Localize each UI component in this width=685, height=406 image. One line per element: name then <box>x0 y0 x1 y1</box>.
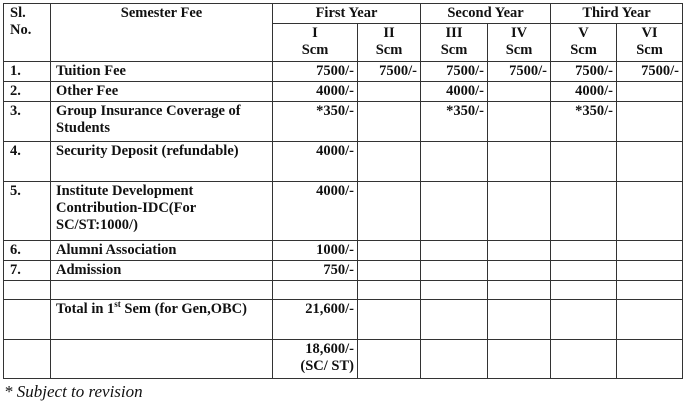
sem-roman: VI <box>641 25 658 41</box>
fee-cell <box>358 182 421 241</box>
fee-cell <box>617 182 683 241</box>
empty-cell <box>4 340 51 379</box>
fee-cell <box>421 241 488 261</box>
table-row <box>4 241 683 261</box>
fee-cell: *350/- <box>421 102 488 142</box>
total-scst-amount: 18,600/- <box>305 341 354 357</box>
total-label <box>51 300 273 340</box>
fee-cell <box>617 102 683 142</box>
sem-unit: Scm <box>570 42 597 58</box>
table-row <box>4 82 683 102</box>
fee-table <box>3 3 683 379</box>
fee-cell: 4000/- <box>273 82 358 102</box>
fee-cell <box>358 142 421 182</box>
row-description: Other Fee <box>51 82 273 102</box>
fee-cell: 7500/- <box>421 62 488 82</box>
sem-roman: III <box>445 25 463 41</box>
fee-cell <box>551 241 617 261</box>
sem-roman: IV <box>510 25 528 41</box>
sl-label: Sl. <box>10 5 26 21</box>
table-row <box>4 102 683 142</box>
row-description: Tuition Fee <box>51 62 273 82</box>
row-description: Institute Development Contribution-IDC(For SC/ST:1000/) <box>51 182 273 241</box>
sem-roman: I <box>312 25 318 41</box>
row-number: 3. <box>4 102 51 142</box>
sl-no-header <box>4 4 51 62</box>
row-number: 4. <box>4 142 51 182</box>
row-description: Admission <box>51 261 273 281</box>
fee-cell <box>617 241 683 261</box>
fee-cell: 7500/- <box>273 62 358 82</box>
fee-cell <box>421 182 488 241</box>
fee-cell: 1000/- <box>273 241 358 261</box>
fee-cell <box>617 261 683 281</box>
empty-cell <box>551 300 617 340</box>
row-number: 5. <box>4 182 51 241</box>
empty-cell <box>358 300 421 340</box>
fee-cell <box>421 142 488 182</box>
table-row <box>4 142 683 182</box>
sem-unit: Scm <box>375 42 403 58</box>
empty-row <box>4 281 683 300</box>
fee-cell <box>617 82 683 102</box>
fee-cell: 750/- <box>273 261 358 281</box>
fee-cell: 4000/- <box>273 142 358 182</box>
fee-cell <box>358 261 421 281</box>
fee-cell <box>358 102 421 142</box>
fee-cell: 7500/- <box>488 62 551 82</box>
empty-cell <box>617 300 683 340</box>
fee-cell <box>488 182 551 241</box>
fee-cell <box>551 261 617 281</box>
row-description: Alumni Association <box>51 241 273 261</box>
revision-note: * Subject to revision <box>4 382 143 401</box>
empty-cell <box>51 281 273 300</box>
table-row <box>4 182 683 241</box>
total-row <box>4 300 683 340</box>
fee-cell: 7500/- <box>551 62 617 82</box>
table-row <box>4 62 683 82</box>
first-year-header: First Year <box>273 4 421 24</box>
sem-roman: V <box>578 25 589 41</box>
total-scst-row <box>4 340 683 379</box>
empty-cell <box>617 340 683 379</box>
fee-cell <box>488 82 551 102</box>
empty-cell <box>551 340 617 379</box>
row-number: 2. <box>4 82 51 102</box>
row-description: Group Insurance Coverage of Students <box>51 102 273 142</box>
table-row <box>4 261 683 281</box>
fee-cell: 4000/- <box>421 82 488 102</box>
semester-fee-header: Semester Fee <box>51 4 273 62</box>
second-year-header: Second Year <box>421 4 551 24</box>
empty-cell <box>551 281 617 300</box>
fee-cell <box>488 241 551 261</box>
fee-cell <box>358 241 421 261</box>
empty-cell <box>488 300 551 340</box>
fee-cell <box>551 142 617 182</box>
total-gen-value: 21,600/- <box>273 300 358 340</box>
empty-cell <box>358 340 421 379</box>
fee-cell: 7500/- <box>617 62 683 82</box>
fee-cell <box>488 142 551 182</box>
fee-cell <box>488 102 551 142</box>
sem-unit: Scm <box>440 42 468 58</box>
fee-cell <box>488 261 551 281</box>
fee-cell <box>421 261 488 281</box>
total-label-text: Sem (for Gen,OBC) <box>120 301 247 317</box>
fee-cell <box>617 142 683 182</box>
row-number: 7. <box>4 261 51 281</box>
total-scst-value <box>273 340 358 379</box>
sem-header <box>488 24 551 62</box>
empty-cell <box>4 300 51 340</box>
fee-cell <box>551 182 617 241</box>
no-label: No. <box>10 22 32 38</box>
fee-cell: 7500/- <box>358 62 421 82</box>
fee-table-body <box>4 4 683 379</box>
fee-cell: 4000/- <box>273 182 358 241</box>
empty-cell <box>421 281 488 300</box>
empty-cell <box>358 281 421 300</box>
sem-unit: Scm <box>301 42 329 58</box>
empty-cell <box>488 340 551 379</box>
empty-cell <box>617 281 683 300</box>
empty-cell <box>421 340 488 379</box>
fee-cell: 4000/- <box>551 82 617 102</box>
sem-header <box>358 24 421 62</box>
empty-cell <box>421 300 488 340</box>
sem-header <box>617 24 683 62</box>
fee-cell <box>358 82 421 102</box>
empty-cell <box>4 281 51 300</box>
fee-cell: *350/- <box>273 102 358 142</box>
sem-header <box>551 24 617 62</box>
third-year-header: Third Year <box>551 4 683 24</box>
empty-cell <box>273 281 358 300</box>
sem-header <box>273 24 358 62</box>
sem-unit: Scm <box>505 42 533 58</box>
row-description: Security Deposit (refundable) <box>51 142 273 182</box>
empty-cell <box>488 281 551 300</box>
sem-unit: Scm <box>636 42 663 58</box>
empty-cell <box>51 340 273 379</box>
total-label-sup: st <box>114 299 121 310</box>
total-label-text: Total in 1 <box>56 301 115 317</box>
total-scst-label: (SC/ ST) <box>300 358 354 374</box>
fee-cell: *350/- <box>551 102 617 142</box>
sem-roman: II <box>383 25 395 41</box>
header-row-years <box>4 4 683 24</box>
sem-header <box>421 24 488 62</box>
row-number: 6. <box>4 241 51 261</box>
row-number: 1. <box>4 62 51 82</box>
